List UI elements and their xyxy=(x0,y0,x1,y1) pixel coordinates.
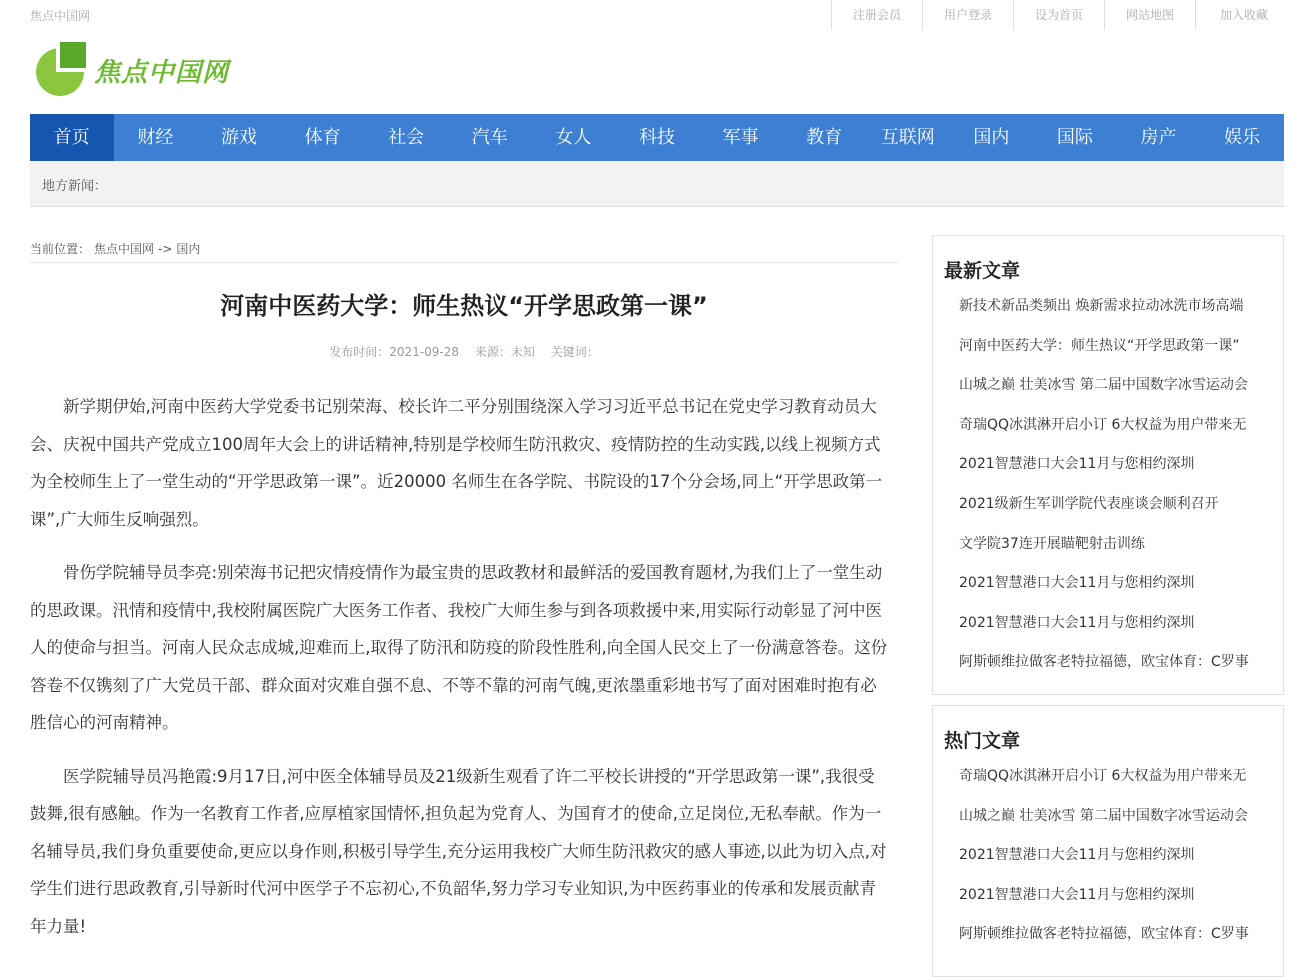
breadcrumb xyxy=(30,240,898,263)
nav-item-entertainment[interactable]: 娱乐 xyxy=(1224,127,1261,148)
add-favorite-link[interactable]: 加入收藏 xyxy=(1195,0,1292,30)
list-item[interactable]: 2021智慧港口大会11月与您相约深圳 xyxy=(959,847,1195,864)
article-paragraph: 骨伤学院辅导员李亮:别荣海书记把灾情疫情作为最宝贵的思政教材和最鲜活的爱国教育题材,为我们上了一堂生动的思政课。汛情和疫情中,我校附属医院广大医务工作者、我校广大师生参与到各项救援中来,用实际行动彰显了河中医人的使命与担当。河南人民众志成城,迎难而上,取得了防汛和防疫的阶段性胜利,向全国人民交上了一份满意答卷。这份答卷不仅镌刻了广大党员干部、群众面对灾难自强不息、不等不靠的河南气魄,更浓墨重彩地书写了面对困难时抱有必胜信心的河南精神。 xyxy=(30,563,888,732)
local-news-bar xyxy=(30,161,1284,207)
article-body xyxy=(30,388,890,961)
nav-item-auto[interactable]: 汽车 xyxy=(471,127,508,148)
list-item[interactable]: 2021智慧港口大会11月与您相约深圳 xyxy=(959,614,1195,631)
nav-item-women[interactable]: 女人 xyxy=(555,127,592,148)
breadcrumb-separator: -> xyxy=(158,242,173,256)
nav-item-finance[interactable]: 财经 xyxy=(137,127,174,148)
list-item[interactable]: 2021智慧港口大会11月与您相约深圳 xyxy=(959,456,1195,473)
register-link[interactable]: 注册会员 xyxy=(831,0,922,30)
list-item[interactable]: 山城之巅 壮美冰雪 第二届中国数字冰雪运动会 xyxy=(959,377,1248,394)
article-paragraph: 医学院辅导员冯艳霞:9月17日,河中医全体辅导员及21级新生观看了许二平校长讲授的“开学思政第一课”,我很受鼓舞,很有感触。作为一名教育工作者,应厚植家国情怀,担负起为党育人、为国育才的使命,立足岗位,无私奉献。作为一名辅导员,我们身负重要使命,更应以身作则,积极引导学生,充分运用我校广大师生防汛救灾的感人事迹,以此为切入点,对学生们进行思政教育,引导新时代河中医学子不忘初心,不负韶华,努力学习专业知识,为中医药事业的传承和发展贡献青年力量! xyxy=(30,766,887,936)
nav-item-realestate[interactable]: 房产 xyxy=(1140,127,1177,148)
breadcrumb-home[interactable]: 焦点中国网 xyxy=(94,242,155,256)
nav-item-sports[interactable]: 体育 xyxy=(304,127,341,148)
list-item[interactable]: 阿斯顿维拉做客老特拉福德，欧宝体育：C罗事 xyxy=(959,654,1249,671)
list-item[interactable]: 文学院37连开展瞄靶射击训练 xyxy=(959,535,1145,552)
nav-item-domestic[interactable]: 国内 xyxy=(973,127,1010,148)
latest-articles-box xyxy=(932,235,1284,695)
set-homepage-link[interactable]: 设为首页 xyxy=(1013,0,1104,30)
nav-item-internet[interactable]: 互联网 xyxy=(880,127,935,148)
nav-item-education[interactable]: 教育 xyxy=(806,127,843,148)
top-site-name: 焦点中国网 xyxy=(30,9,91,23)
top-links xyxy=(831,0,1292,30)
list-item[interactable]: 2021智慧港口大会11月与您相约深圳 xyxy=(959,575,1195,592)
article-paragraph: 新学期伊始,河南中医药大学党委书记别荣海、校长许二平分别围绕深入学习习近平总书记在党史学习教育动员大会、庆祝中国共产党成立100周年大会上的讲话精神,特别是学校师生防汛救灾、疫情防控的生动实践,以线上视频方式为全校师生上了一堂生动的“开学思政第一课”。近20000 名师生在各学院、书院设的17个分会场,同上“开学思政第一课”,广大师生反响强烈。 xyxy=(30,397,883,529)
list-item[interactable]: 2021智慧港口大会11月与您相约深圳 xyxy=(959,886,1195,903)
nav-item-home[interactable]: 首页 xyxy=(30,114,114,161)
breadcrumb-prefix: 当前位置： xyxy=(30,242,91,256)
nav-item-international[interactable]: 国际 xyxy=(1056,127,1093,148)
latest-articles-list xyxy=(959,294,1273,690)
site-logo[interactable] xyxy=(34,42,254,98)
local-news-label: 地方新闻： xyxy=(42,179,108,194)
hot-articles-box xyxy=(932,705,1284,977)
list-item[interactable]: 奇瑞QQ冰淇淋开启小订 6大权益为用户带来无 xyxy=(959,416,1247,433)
sitemap-link[interactable]: 网站地图 xyxy=(1104,0,1195,30)
latest-articles-title: 最新文章 xyxy=(944,260,1021,282)
article-keywords: 关键词： xyxy=(550,345,599,359)
main-nav xyxy=(30,114,1284,161)
article-date: 发布时间：2021-09-28 xyxy=(329,345,460,359)
article-meta xyxy=(30,343,898,360)
hot-articles-title: 热门文章 xyxy=(944,730,1021,752)
list-item[interactable]: 山城之巅 壮美冰雪 第二届中国数字冰雪运动会 xyxy=(959,807,1248,824)
list-item[interactable]: 阿斯顿维拉做客老特拉福德，欧宝体育：C罗事 xyxy=(959,926,1249,943)
list-item[interactable]: 2021级新生军训学院代表座谈会顺利召开 xyxy=(959,495,1219,512)
logo-text: 焦点中国网 xyxy=(94,57,230,88)
logo-icon xyxy=(34,42,90,98)
breadcrumb-current[interactable]: 国内 xyxy=(176,242,201,256)
login-link[interactable]: 用户登录 xyxy=(922,0,1013,30)
list-item[interactable]: 河南中医药大学：师生热议“开学思政第一课” xyxy=(959,337,1240,354)
nav-item-tech[interactable]: 科技 xyxy=(638,127,675,148)
article-source: 来源：未知 xyxy=(474,345,535,359)
article-title: 河南中医药大学：师生热议“开学思政第一课” xyxy=(220,292,708,320)
list-item[interactable]: 新技术新品类频出 焕新需求拉动冰洗市场高端 xyxy=(959,298,1244,314)
nav-item-society[interactable]: 社会 xyxy=(388,127,425,148)
nav-item-games[interactable]: 游戏 xyxy=(220,127,257,148)
list-item[interactable]: 奇瑞QQ冰淇淋开启小订 6大权益为用户带来无 xyxy=(959,768,1247,784)
hot-articles-list xyxy=(959,764,1273,962)
nav-item-military[interactable]: 军事 xyxy=(722,127,759,148)
top-bar xyxy=(0,0,1307,30)
